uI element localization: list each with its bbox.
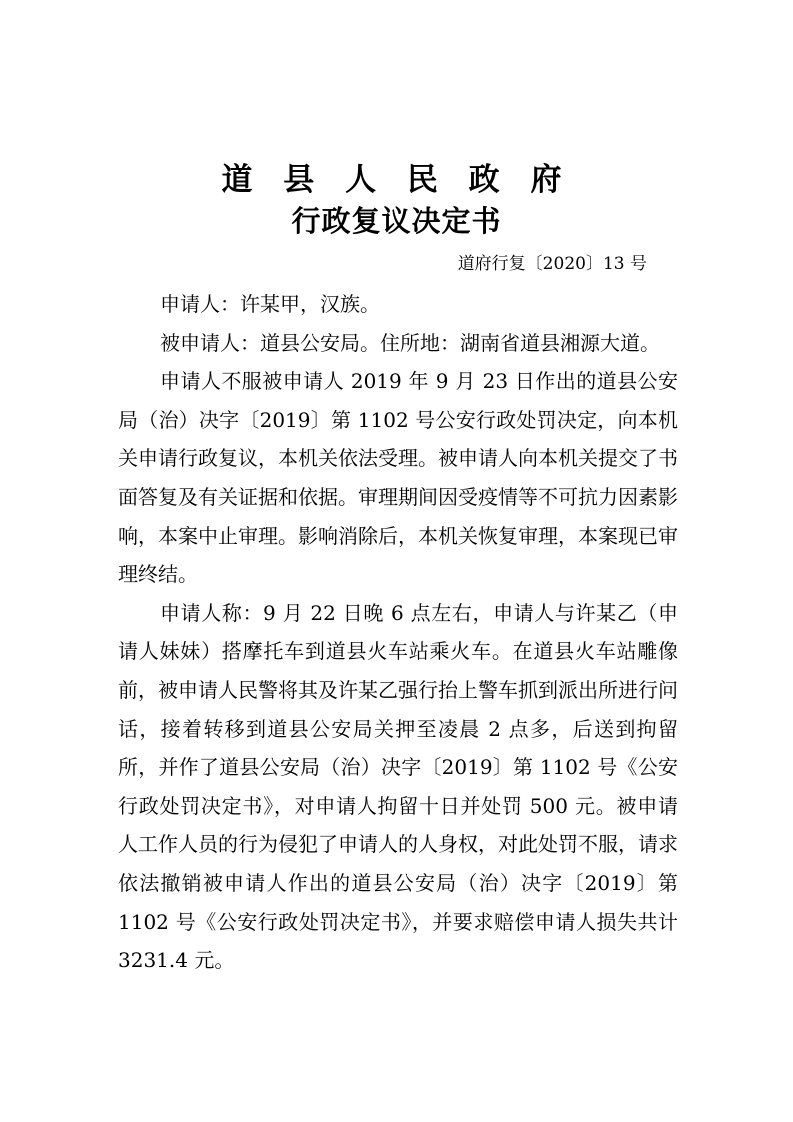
- issuing-authority-title: 道 县 人 民 政 府: [221, 162, 572, 198]
- applicant-claim-paragraph: 申请人称：9 月 22 日晚 6 点左右，申请人与许某乙（申请人妹妹）搭摩托车到道县火车站乘火车。在道县火车站雕像前，被申请人民警将其及许某乙强行抬上警车抓到派出所进行问话，接着转移到道县公安局关押至凌晨 2 点多，后送到拘留所，并作了道县公安局（治）决字〔2019〕第 1102 号《公安行政处罚决定书》，对申请人拘留十日并处罚 500 元。被申请人工作人员的行为侵犯了申请人的人身权，对此处罚不服，请求依法撤销被申请人作出的道县公安局（治）决字〔2019〕第 1102 号《公安行政处罚决定书》，并要求赔偿申请人损失共计 3231.4 元。: [118, 600, 678, 973]
- document-title: 行政复议决定书: [291, 204, 502, 238]
- case-background-paragraph: 申请人不服被申请人 2019 年 9 月 23 日作出的道县公安局（治）决字〔2019〕第 1102 号公安行政处罚决定，向本机关申请行政复议，本机关依法受理。被申请人向本机关提交了书面答复及有关证据和依据。审理期间因受疫情等不可抗力因素影响，本案中止审理。影响消除后，本机关恢复审理，本案现已审理终结。: [118, 369, 678, 587]
- document-number: 道府行复〔2020〕13 号: [457, 254, 647, 274]
- respondent-paragraph: 被申请人：道县公安局。住所地：湖南省道县湘源大道。: [160, 330, 660, 355]
- document-body: [118, 285, 678, 980]
- applicant-paragraph: 申请人：许某甲，汉族。: [160, 292, 380, 316]
